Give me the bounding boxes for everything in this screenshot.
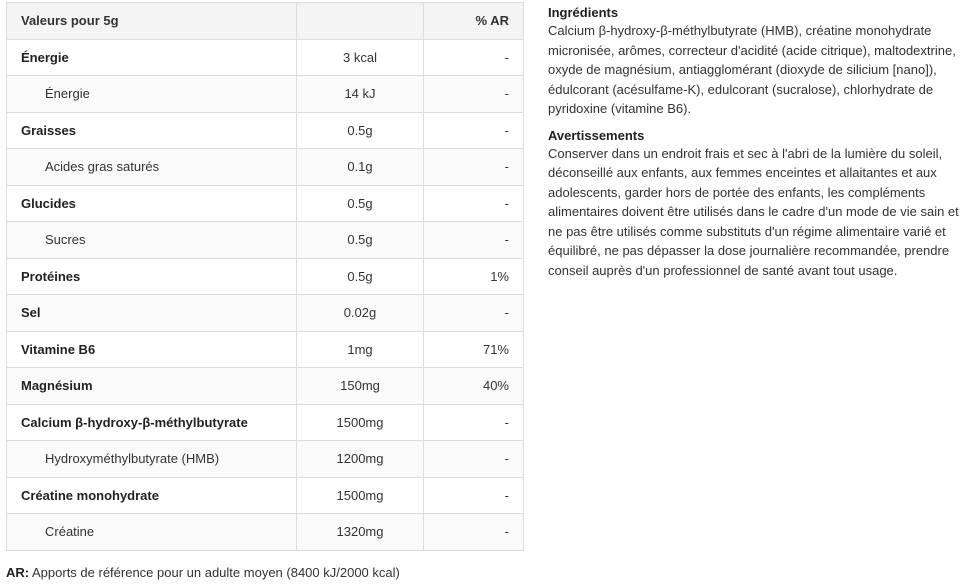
table-row [7, 149, 524, 186]
nutrient-name: Sucres [7, 222, 297, 259]
nutrient-ar: - [424, 477, 524, 514]
nutrient-value: 14 kJ [297, 76, 424, 113]
nutrient-name: Magnésium [7, 368, 297, 405]
nutrient-name: Glucides [7, 185, 297, 222]
table-row [7, 368, 524, 405]
nutrient-ar: - [424, 39, 524, 76]
nutrient-value: 0.5g [297, 185, 424, 222]
nutrient-ar: - [424, 112, 524, 149]
table-row [7, 258, 524, 295]
table-row [7, 441, 524, 478]
table-row [7, 477, 524, 514]
table-row [7, 39, 524, 76]
table-row [7, 185, 524, 222]
nutrient-name: Énergie [7, 39, 297, 76]
header-value [297, 3, 424, 40]
nutrient-name: Acides gras saturés [7, 149, 297, 186]
header-label: Valeurs pour 5g [7, 3, 297, 40]
warnings-text: Conserver dans un endroit frais et sec à l'abri de la lumière du soleil, déconseillé aux enfants, aux femmes enceintes et allaitantes et aux adolescents, garder hors de portée des enfants, les compléments alimentaires doivent être utilisés dans le cadre d'un mode de vie sain et ne pas être utilisés comme substituts d'un régime alimentaire varié et équilibré, ne pas dépasser la dose journalière recommandée, prendre conseil auprès d'un professionnel de santé avant tout usage. [548, 145, 959, 278]
footnote-label: AR: [6, 565, 30, 580]
nutrient-name: Énergie [7, 76, 297, 113]
footnote-text: Apports de référence pour un adulte moyen (8400 kJ/2000 kcal) [29, 565, 400, 580]
warnings-title: Avertissements [548, 127, 645, 143]
nutrient-value: 0.5g [297, 258, 424, 295]
table-row [7, 404, 524, 441]
ar-footnote [6, 565, 400, 580]
nutrient-ar: - [424, 514, 524, 551]
table-row [7, 295, 524, 332]
table-row [7, 76, 524, 113]
nutrient-name: Hydroxyméthylbutyrate (HMB) [7, 441, 297, 478]
nutrient-value: 1320mg [297, 514, 424, 551]
nutrient-ar: - [424, 149, 524, 186]
nutrient-ar: 71% [424, 331, 524, 368]
nutrient-value: 1500mg [297, 477, 424, 514]
nutrient-value: 0.02g [297, 295, 424, 332]
nutrient-name: Graisses [7, 112, 297, 149]
nutrient-value: 1500mg [297, 404, 424, 441]
nutrient-name: Sel [7, 295, 297, 332]
nutrient-name: Calcium β-hydroxy-β-méthylbutyrate [7, 404, 297, 441]
nutrient-value: 150mg [297, 368, 424, 405]
nutrient-ar: - [424, 295, 524, 332]
nutrient-value: 3 kcal [297, 39, 424, 76]
table-header-row [7, 3, 524, 40]
header-ar: % AR [424, 3, 524, 40]
nutrient-value: 0.1g [297, 149, 424, 186]
table-row [7, 514, 524, 551]
nutrient-value: 0.5g [297, 222, 424, 259]
nutrient-ar: - [424, 222, 524, 259]
warnings-section [548, 127, 960, 281]
nutrient-ar: 1% [424, 258, 524, 295]
table-row [7, 222, 524, 259]
nutrient-ar: - [424, 185, 524, 222]
nutrient-ar: 40% [424, 368, 524, 405]
nutrition-table [6, 2, 524, 551]
nutrient-name: Créatine monohydrate [7, 477, 297, 514]
ingredients-title: Ingrédients [548, 5, 619, 20]
table-row [7, 331, 524, 368]
table-row [7, 112, 524, 149]
nutrient-value: 1200mg [297, 441, 424, 478]
ingredients-text: Calcium β-hydroxy-β-méthylbutyrate (HMB), créatine monohydrate micronisée, arômes, correcteur d'acidité (acide citrique), maltodextrine, oxyde de magnésium, antiagglomérant (dioxyde de silicium [nano]), édulcorant (acésulfame-K), edulcorant (sucralose), chlorhydrate de pyridoxine (vitamine B6). [548, 23, 956, 116]
nutrient-ar: - [424, 404, 524, 441]
nutrient-name: Protéines [7, 258, 297, 295]
nutrient-name: Créatine [7, 514, 297, 551]
nutrient-ar: - [424, 441, 524, 478]
ingredients-section [548, 4, 960, 119]
nutrient-name: Vitamine B6 [7, 331, 297, 368]
nutrient-ar: - [424, 76, 524, 113]
nutrient-value: 1mg [297, 331, 424, 368]
nutrient-value: 0.5g [297, 112, 424, 149]
product-info [548, 4, 960, 280]
